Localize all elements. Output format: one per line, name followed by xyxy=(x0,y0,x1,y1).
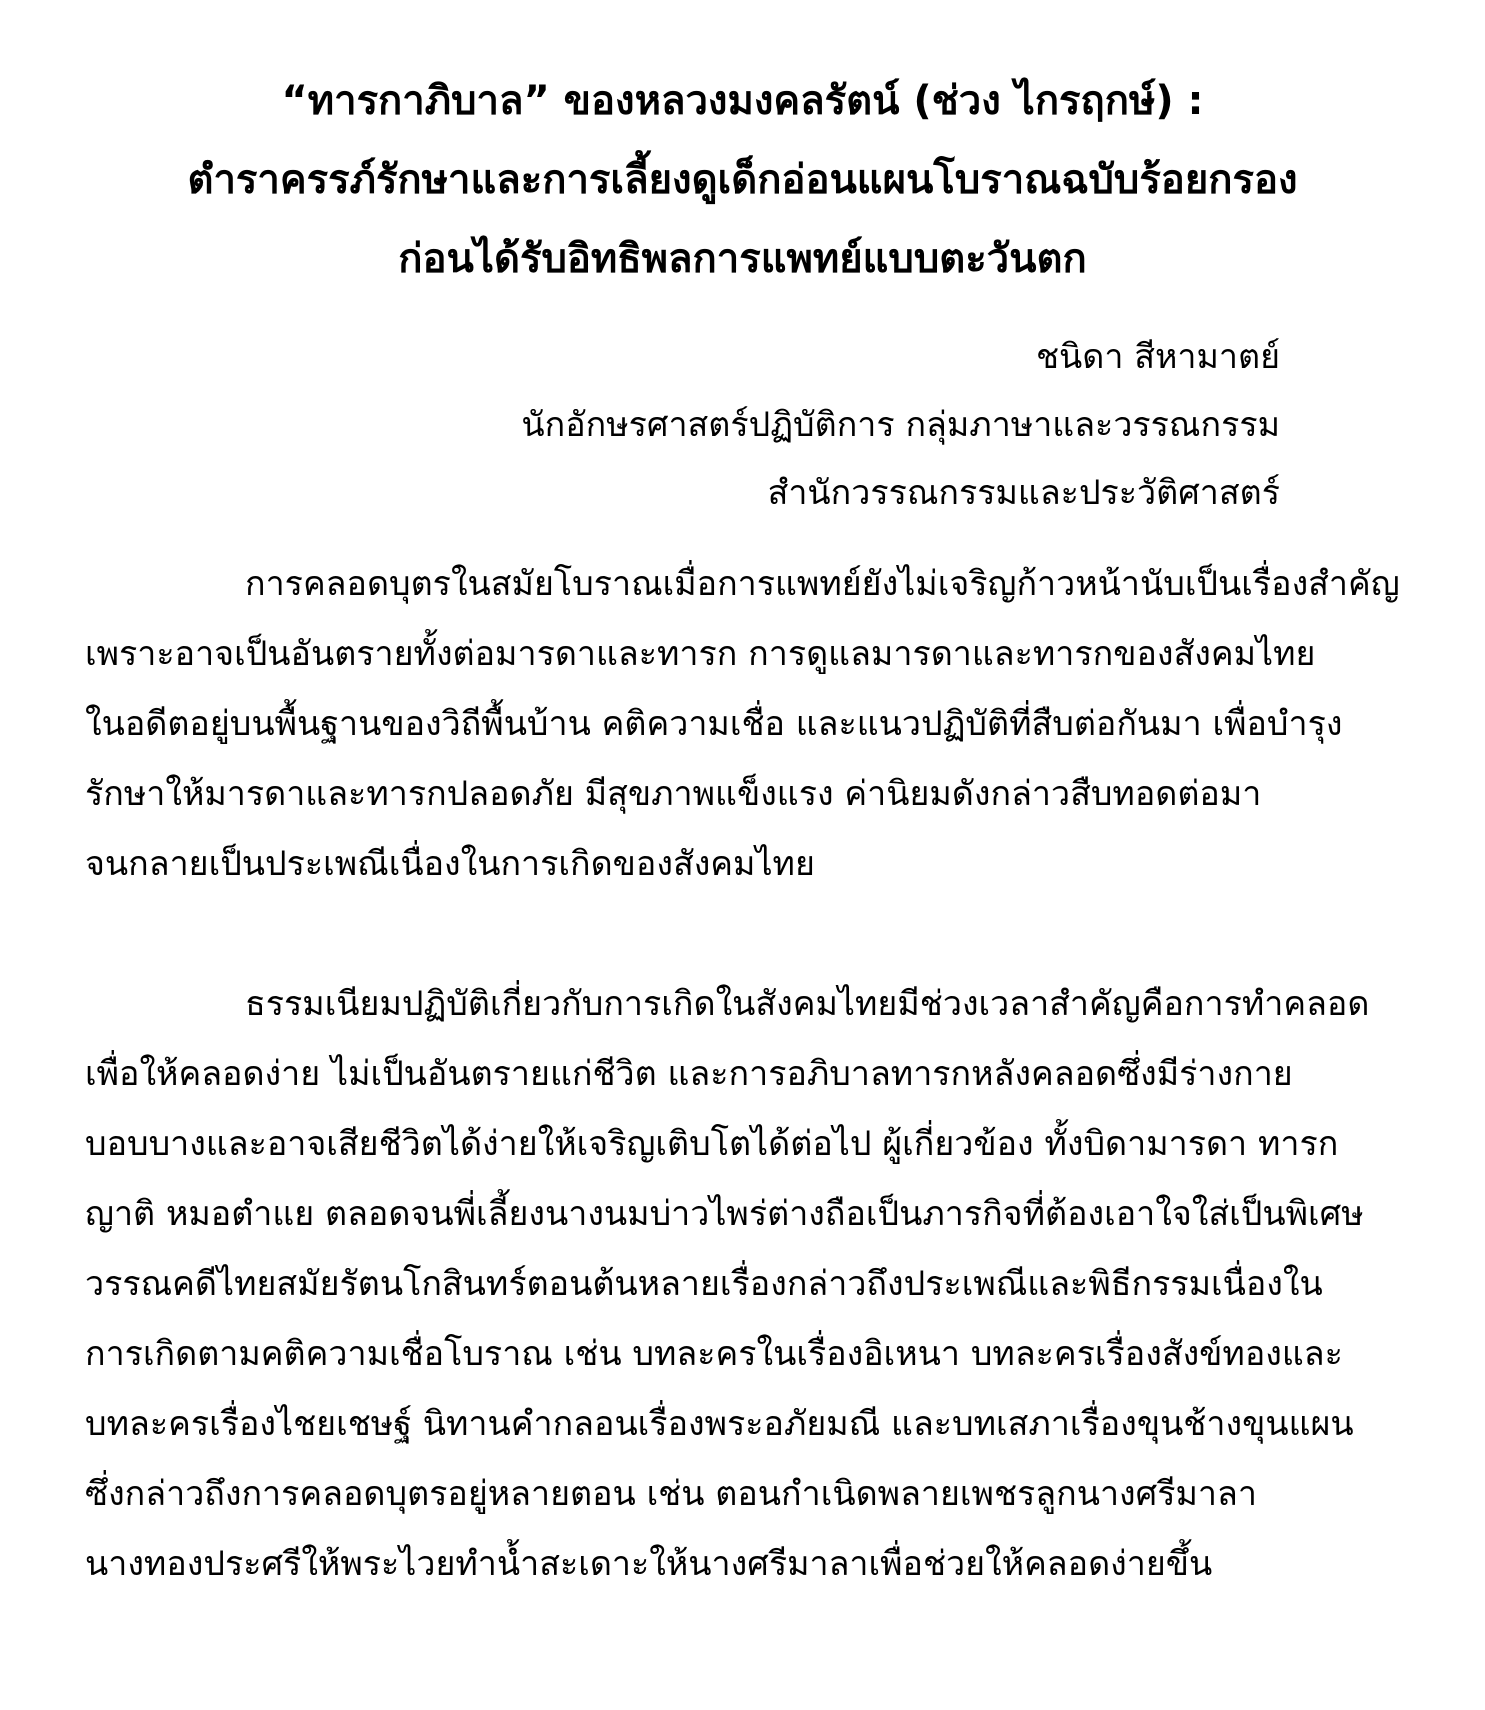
author-name: ชนิดา สีหามาตย์ xyxy=(1035,337,1280,377)
paragraph-1 xyxy=(85,549,1400,899)
paragraph-2-line: วรรณคดีไทยสมัยรัตนโกสินทร์ตอนต้นหลายเรื่องกล่าวถึงประเพณีและพิธีกรรมเนื่องใน xyxy=(85,1264,1323,1304)
paragraph-2-line: ญาติ หมอตำแย ตลอดจนพี่เลี้ยงนางนมบ่าวไพร่ต่างถือเป็นภารกิจที่ต้องเอาใจใส่เป็นพิเศษ xyxy=(85,1194,1364,1234)
paragraph-1-line: จนกลายเป็นประเพณีเนื่องในการเกิดของสังคมไทย xyxy=(85,844,815,884)
paragraph-2-line: นางทองประศรีให้พระไวยทำน้ำสะเดาะให้นางศรีมาลาเพื่อช่วยให้คลอดง่ายขึ้น xyxy=(85,1544,1213,1584)
paragraph-2-line: ซึ่งกล่าวถึงการคลอดบุตรอยู่หลายตอน เช่น ตอนกำเนิดพลายเพชรลูกนางศรีมาลา xyxy=(85,1474,1257,1514)
author-office: สำนักวรรณกรรมและประวัติศาสตร์ xyxy=(767,473,1280,513)
paragraph-2 xyxy=(85,969,1400,1599)
article-title-line-2: ตำราครรภ์รักษาและการเลี้ยงดูเด็กอ่อนแผนโบราณฉบับร้อยกรอง xyxy=(187,157,1298,203)
author-position: นักอักษรศาสตร์ปฏิบัติการ กลุ่มภาษาและวรรณกรรม xyxy=(521,405,1280,445)
paragraph-2-line: การเกิดตามคติความเชื่อโบราณ เช่น บทละครในเรื่องอิเหนา บทละครเรื่องสังข์ทองและ xyxy=(85,1334,1343,1374)
article-title xyxy=(85,62,1400,299)
paragraph-1-line: เพราะอาจเป็นอันตรายทั้งต่อมารดาและทารก การดูแลมารดาและทารกของสังคมไทย xyxy=(85,634,1316,674)
paragraph-1-line: รักษาให้มารดาและทารกปลอดภัย มีสุขภาพแข็งแรง ค่านิยมดังกล่าวสืบทอดต่อมา xyxy=(85,774,1262,814)
paragraph-2-line: ธรรมเนียมปฏิบัติเกี่ยวกับการเกิดในสังคมไทยมีช่วงเวลาสำคัญคือการทำคลอด xyxy=(245,984,1370,1024)
paragraph-2-line: บอบบางและอาจเสียชีวิตได้ง่ายให้เจริญเติบโตได้ต่อไป ผู้เกี่ยวข้อง ทั้งบิดามารดา ทารก xyxy=(85,1124,1339,1164)
article-body xyxy=(85,549,1400,1599)
paragraph-2-line: เพื่อให้คลอดง่าย ไม่เป็นอันตรายแก่ชีวิต และการอภิบาลทารกหลังคลอดซึ่งมีร่างกาย xyxy=(85,1054,1293,1094)
author-block xyxy=(85,323,1400,527)
paragraph-2-line: บทละครเรื่องไชยเชษฐ์ นิทานคำกลอนเรื่องพระอภัยมณี และบทเสภาเรื่องขุนช้างขุนแผน xyxy=(85,1404,1354,1444)
article-title-line-1: “ทารกาภิบาล” ของหลวงมงคลรัตน์ (ช่วง ไกรฤกษ์) : xyxy=(281,78,1204,124)
paragraph-1-line: การคลอดบุตรในสมัยโบราณเมื่อการแพทย์ยังไม่เจริญก้าวหน้านับเป็นเรื่องสำคัญ xyxy=(245,564,1400,604)
paragraph-1-line: ในอดีตอยู่บนพื้นฐานของวิถีพื้นบ้าน คติความเชื่อ และแนวปฏิบัติที่สืบต่อกันมา เพื่อบำรุง xyxy=(85,704,1343,744)
article-title-line-3: ก่อนได้รับอิทธิพลการแพทย์แบบตะวันตก xyxy=(398,236,1087,282)
